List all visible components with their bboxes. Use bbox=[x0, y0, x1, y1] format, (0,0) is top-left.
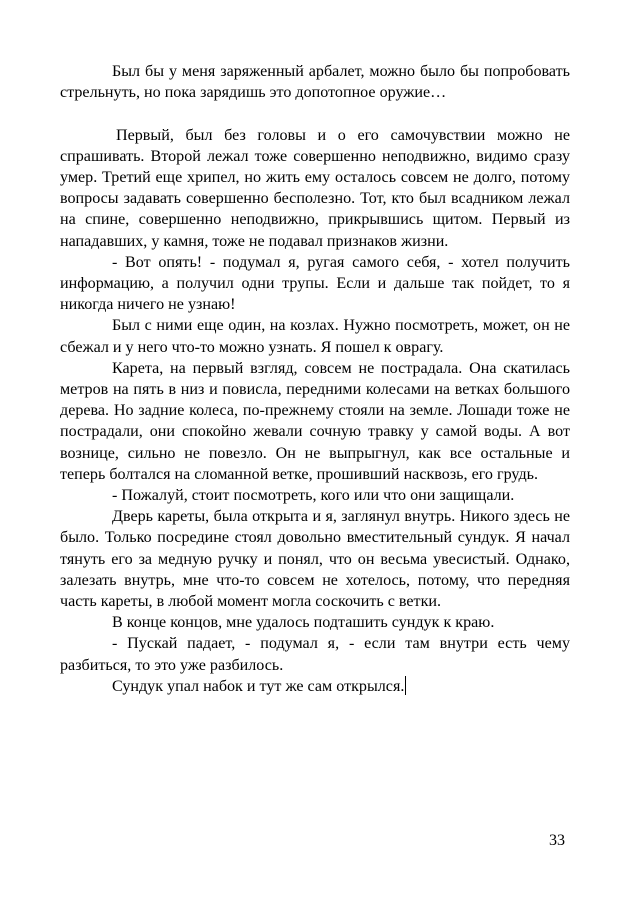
paragraph-1: Был бы у меня заряженный арбалет, можно было бы попробовать стрельнуть, но пока зарядишь это допотопное оружие… bbox=[60, 63, 570, 102]
page-number: 33 bbox=[549, 832, 566, 849]
paragraph-2: Первый, был без головы и о его самочувствии можно не спрашивать. Второй лежал тоже совершенно неподвижно, видимо сразу умер. Третий еще хрипел, но жить ему осталось совсем не долго, потому вопросы задавать совершенно бесполезно. Тот, кто был всадником лежал на спине, совершенно неподвижно, прикрывшись щитом. Первый из нападавших, у камня, тоже не подавал признаков жизни. bbox=[60, 126, 570, 250]
paragraph-5: Карета, на первый взгляд, совсем не пострадала. Она скатилась метров на пять в низ и повисла, передними колесами на ветках большого дерева. Но задние колеса, по-прежнему стояли на земле. Лошади тоже не пострадали, они спокойно жевали сочную травку у самой воды. А вот вознице, сильно не повезло. Он не выпрыгнул, как все остальные и теперь болтался на сломанной ветке, прошивший насквозь, его грудь. bbox=[60, 359, 570, 483]
paragraph-9: - Пускай падает, - подумал я, - если там внутри есть чему разбиться, то это уже разбилось. bbox=[60, 635, 570, 674]
paragraph-8: В конце концов, мне удалось подташить сундук к краю. bbox=[112, 614, 495, 632]
paragraph-3: - Вот опять! - подумал я, ругая самого себя, - хотел получить информацию, а получил одни трупы. Если и дальше так пойдет, то я никогда ничего не узнаю! bbox=[60, 253, 570, 314]
paragraph-7: Дверь кареты, была открыта и я, заглянул внутрь. Никого здесь не было. Только посредине стоял довольно вместительный сундук. Я начал тянуть его за медную ручку и понял, что он весьма увесистый. Однако, залезать внутрь, мне что-то совсем не хотелось, потому, что передняя часть кареты, в любой момент могла соскочить с ветки. bbox=[60, 508, 570, 611]
paragraph-10-text: Сундук упал набок и тут же сам открылся. bbox=[112, 677, 405, 695]
text-cursor bbox=[405, 676, 406, 695]
body-text bbox=[60, 61, 570, 697]
paragraph-10[interactable] bbox=[60, 676, 570, 697]
paragraph-4: Был с ними еще один, на козлах. Нужно посмотреть, может, он не сбежал и у него что-то можно узнать. Я пошел к оврагу. bbox=[60, 317, 570, 356]
paragraph-6: - Пожалуй, стоит посмотреть, кого или что они защищали. bbox=[112, 487, 515, 505]
